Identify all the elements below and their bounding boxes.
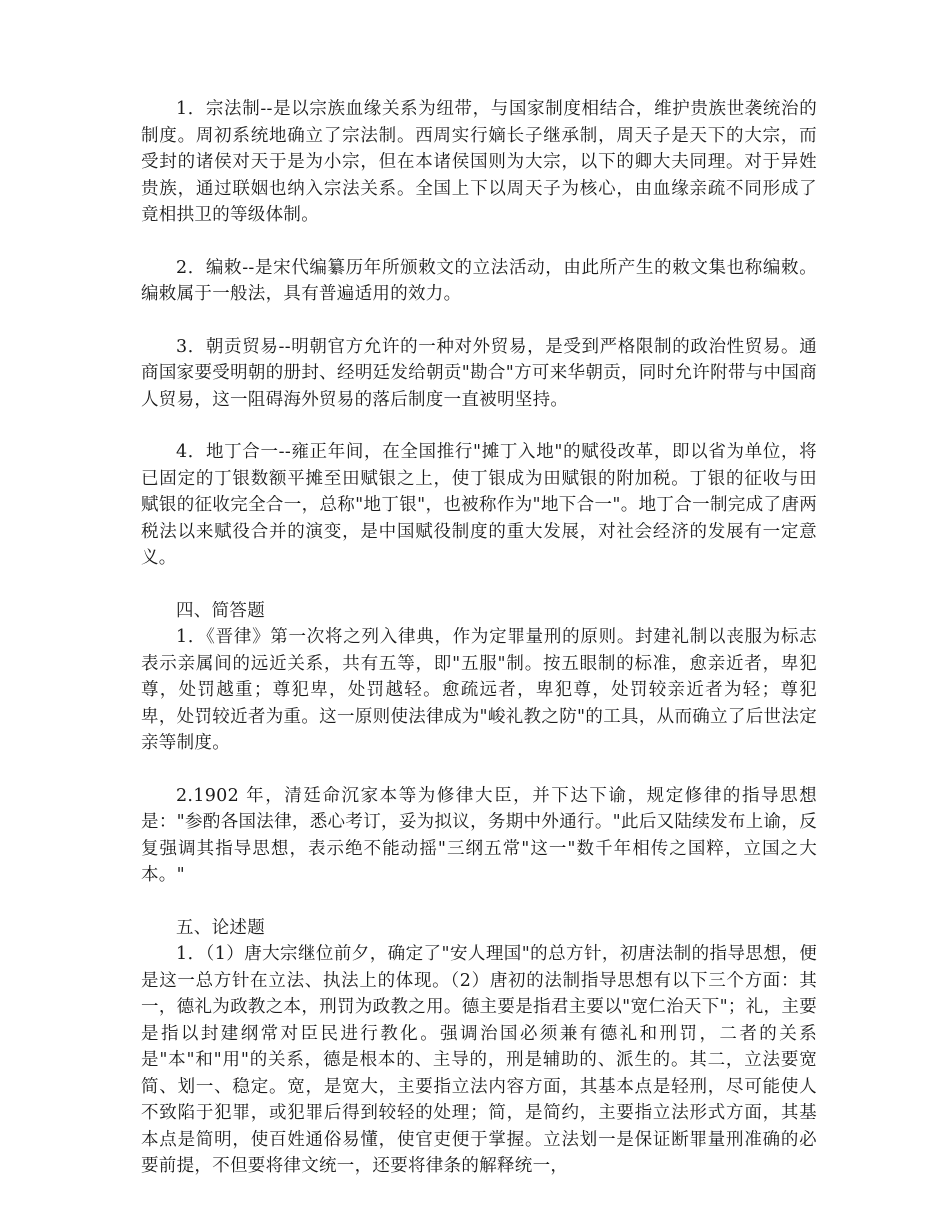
paragraph-answer-2: 2.1902 年，清廷命沉家本等为修律大臣，并下达下谕，规定修律的指导思想是："参酌各国法律，悉心考订，妥为拟议，务期中外通行。"此后又陆续发布上谕，反复强调其指导思想，表示绝不能动摇"三纲五常"这一"数千年相传之国粹，立国之大本。" — [141, 785, 817, 885]
paragraph-gap — [141, 572, 817, 598]
paragraph-gap — [141, 413, 817, 439]
paragraph-answer-1: 1．《晋律》第一次将之列入律典，作为定罪量刑的原则。封建礼制以丧服为标志表示亲属间的远近关系，共有五等，即"五服"制。按五眼制的标准，愈亲近者，卑犯尊，处罚越重；尊犯卑，处罚越轻。愈疏远者，卑犯尊，处罚较亲近者为轻；尊犯卑，处罚较近者为重。这一原则使法律成为"峻礼教之防"的工具，从而确立了后世法定亲等制度。 — [141, 627, 817, 753]
section-heading-essay: 五、论述题 — [176, 917, 265, 938]
paragraph-essay-1: 1．（1）唐大宗继位前夕，确定了"安人理国"的总方针，初唐法制的指导思想，便是这一总方针在立法、执法上的体现。（2）唐初的法制指导思想有以下三个方面：其一，德礼为政教之本，刑罚为政教之用。德主要是指君主要以"宽仁治天下"；礼，主要是指以封建纲常对臣民进行教化。强调治国必须兼有德礼和刑罚，二者的关系是"本"和"用"的关系，德是根本的、主导的，刑是辅助的、派生的。其二，立法要宽简、划一、稳定。宽，是宽大，主要指立法内容方面，其基本点是轻刑，尽可能使人不致陷于犯罪，或犯罪后得到较轻的处理；简，是简约，主要指立法形式方面，其基本点是简明，使百姓通俗易懂，使官吏便于掌握。立法划一是保证断罪量刑准确的必要前提，不但要将律文统一，还要将律条的解释统一， — [141, 944, 817, 1176]
paragraph-diding-heyi: 4．地丁合一--雍正年间，在全国推行"摊丁入地"的赋役改革，即以省为单位，将已固定的丁银数额平摊至田赋银之上，使丁银成为田赋银的附加税。丁银的征收与田赋银的征收完全合一，总称"地丁银"，也被称作为"地下合一"。地丁合一制完成了唐两税法以来赋役合并的演变，是中国赋役制度的重大发展，对社会经济的发展有一定意义。 — [141, 442, 817, 568]
paragraph-zongfazhi: 1．宗法制--是以宗族血缘关系为纽带，与国家制度相结合，维护贵族世袭统治的制度。周初系统地确立了宗法制。西周实行嫡长子继承制，周天子是天下的大宗，而受封的诸侯对天于是为小宗，但在本诸侯国则为大宗，以下的卿大夫同理。对于异姓贵族，通过联姻也纳入宗法关系。全国上下以周天子为核心，由血缘亲疏不同形成了竟相拱卫的等级体制。 — [141, 99, 817, 225]
paragraph-gap — [141, 757, 817, 783]
paragraph-gap — [141, 889, 817, 915]
paragraph-gap — [141, 308, 817, 334]
paragraph-bianchi: 2．编敕--是宋代编纂历年所颁敕文的立法活动，由此所产生的敕文集也称编敕。编敕属于一般法，具有普遍适用的效力。 — [141, 257, 817, 304]
paragraph-chaogong-maoyi: 3．朝贡贸易--明朝官方允许的一种对外贸易，是受到严格限制的政治性贸易。通商国家要受明朝的册封、经明廷发给朝贡"勘合"方可来华朝贡，同时允许附带与中国商人贸易，这一阻碍海外贸易的落后制度一直被明坚持。 — [141, 336, 817, 410]
section-heading-short-answer: 四、简答题 — [176, 600, 265, 621]
document-body — [141, 96, 817, 1180]
paragraph-gap — [141, 229, 817, 255]
